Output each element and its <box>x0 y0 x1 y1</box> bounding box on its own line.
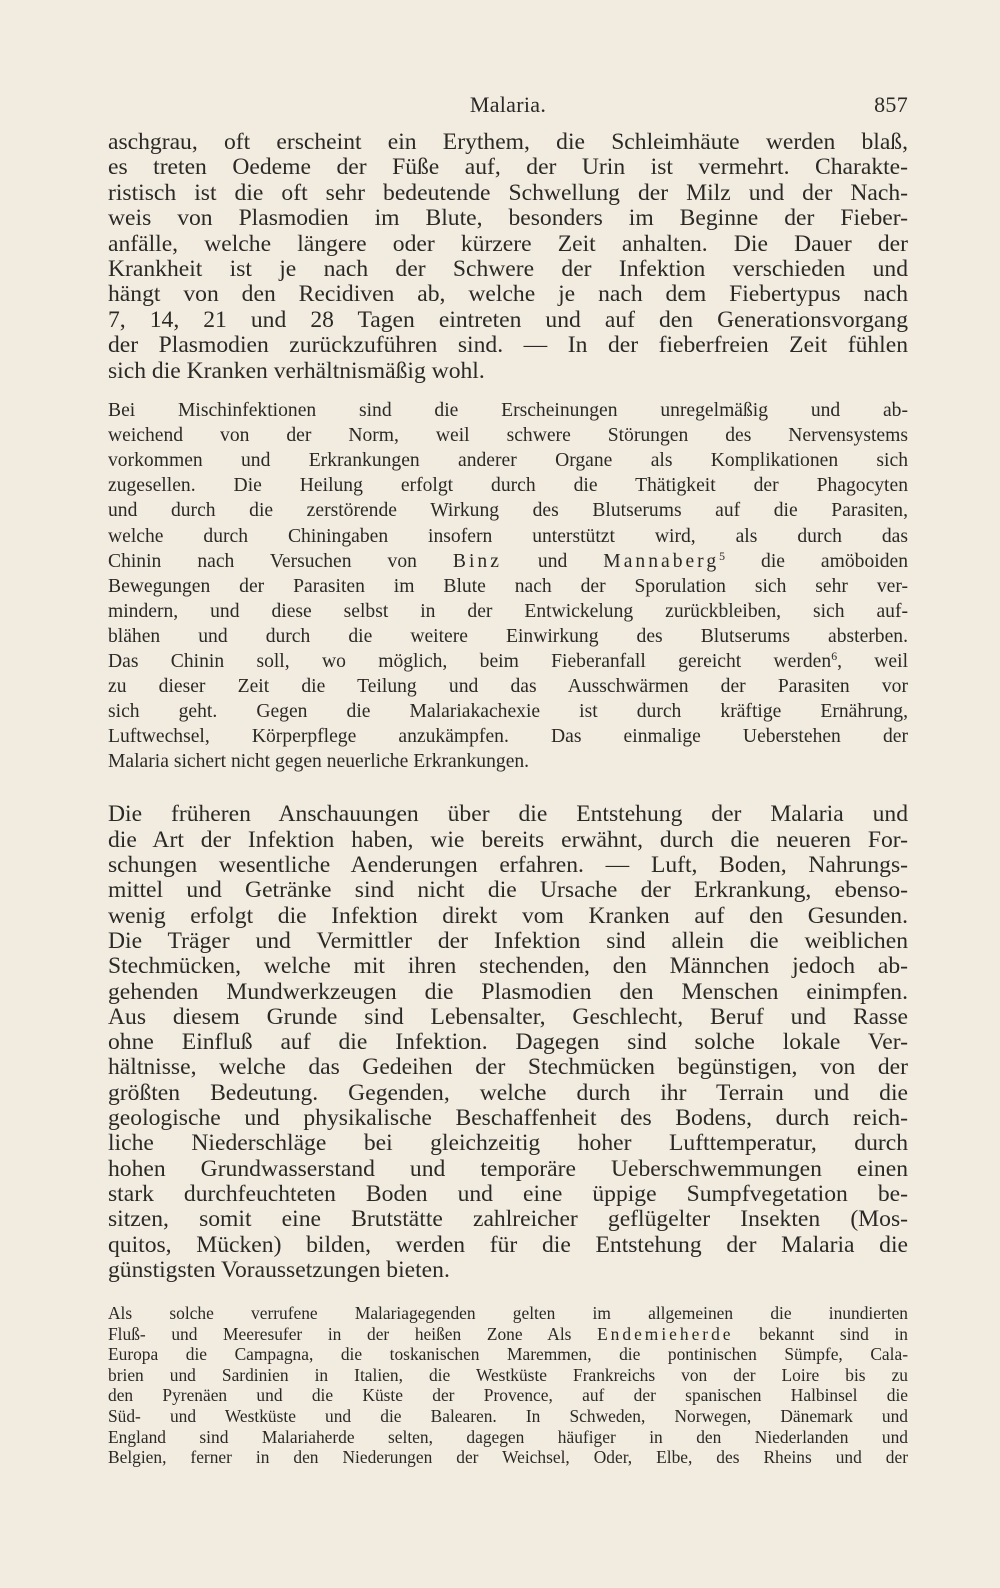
text-line: welche durch Chiningaben insofern unterstützt wird, als durch das <box>108 525 908 547</box>
text-line: Europa die Campagna, die toskanischen Maremmen, die pontinischen Sümpfe, Cala- <box>108 1344 908 1365</box>
text-segment: , weil <box>837 651 909 672</box>
text-line: ohne Einfluß auf die Infektion. Dagegen sind solche lokale Ver- <box>108 1029 908 1056</box>
text-line: schungen wesentliche Aenderungen erfahren. — Luft, Boden, Nahrungs- <box>108 852 908 879</box>
paragraph-malaria-regions <box>108 1303 908 1468</box>
text-line <box>108 649 908 674</box>
text-line: sich die Kranken verhältnismäßig wohl. <box>108 357 485 384</box>
text-line: stark durchfeuchteten Boden und eine üppige Sumpfvegetation be- <box>108 1180 908 1207</box>
text-line: mindern, und diese selbst in der Entwickelung zurückbleiben, sich auf- <box>108 600 908 622</box>
text-line: Bewegungen der Parasiten im Blute nach der Sporulation sich sehr ver- <box>108 575 908 597</box>
text-line: weis von Plasmodien im Blute, besonders im Beginne der Fieber- <box>108 205 908 232</box>
author-name-mannaberg: Mannaberg <box>603 550 720 572</box>
paragraph-infection-origin <box>108 802 908 1283</box>
paragraph-symptoms <box>108 130 908 384</box>
text-line: Süd- und Westküste und die Balearen. In Schweden, Norwegen, Dänemark und <box>108 1406 908 1427</box>
text-line: weichend von der Norm, weil schwere Störungen des Nervensystems <box>108 425 908 447</box>
text-line: sich geht. Gegen die Malariakachexie ist durch kräftige Ernährung, <box>108 701 908 723</box>
text-line: geologische und physikalische Beschaffenheit des Bodens, durch reich- <box>108 1105 908 1132</box>
text-line: wenig erfolgt die Infektion direkt vom Kranken auf den Gesunden. <box>108 902 908 929</box>
term-endemieherde: Endemieherde <box>597 1323 734 1344</box>
text-segment: Das Chinin soll, wo möglich, beim Fieberanfall gereicht werden <box>108 651 832 672</box>
book-page <box>108 88 908 1468</box>
text-line: Stechmücken, welche mit ihren stechenden, den Männchen jedoch ab- <box>108 953 908 980</box>
text-line: hängt von den Recidiven ab, welche je nach dem Fiebertypus nach <box>108 281 908 308</box>
text-line: ristisch ist die oft sehr bedeutende Schwellung der Milz und der Nach- <box>108 179 908 206</box>
running-head <box>108 88 908 122</box>
text-line: mittel und Getränke sind nicht die Ursache der Erkrankung, ebenso- <box>108 877 908 904</box>
text-line <box>108 549 908 574</box>
text-line: Malaria sichert nicht gegen neuerliche Erkrankungen. <box>108 751 530 773</box>
text-line: den Pyrenäen und die Küste der Provence, auf der spanischen Halbinsel die <box>108 1385 908 1406</box>
text-line: Bei Mischinfektionen sind die Erscheinungen unregelmäßig und ab- <box>108 400 908 422</box>
text-line: 7, 14, 21 und 28 Tagen eintreten und auf den Generationsvorgang <box>108 306 908 333</box>
running-head-title: Malaria. <box>469 92 547 117</box>
text-line: vorkommen und Erkrankungen anderer Organe als Komplikationen sich <box>108 450 908 472</box>
text-segment: und <box>537 550 568 572</box>
text-line: sitzen, somit eine Brutstätte zahlreicher geflügelter Insekten (Mos- <box>108 1206 908 1233</box>
text-line <box>108 1324 908 1345</box>
text-line: liche Niederschläge bei gleichzeitig hoher Lufttemperatur, durch <box>108 1130 908 1157</box>
text-line: die Art der Infektion haben, wie bereits erwähnt, durch die neueren For- <box>108 826 908 853</box>
text-line: es treten Oedeme der Füße auf, der Urin ist vermehrt. Charakte- <box>108 154 908 181</box>
text-line: Die Träger und Vermittler der Infektion sind allein die weiblichen <box>108 927 908 954</box>
text-line: zugesellen. Die Heilung erfolgt durch die Thätigkeit der Phagocyten <box>108 475 908 497</box>
page-number: 857 <box>874 92 908 117</box>
text-line: größten Bedeutung. Gegenden, welche durch ihr Terrain und die <box>108 1079 908 1106</box>
text-line: hältnisse, welche das Gedeihen der Stechmücken begünstigen, von der <box>108 1054 908 1081</box>
text-line: Aus diesem Grunde sind Lebensalter, Geschlecht, Beruf und Rasse <box>108 1003 908 1030</box>
text-line: hohen Grundwasserstand und temporäre Ueberschwemmungen einen <box>108 1155 908 1182</box>
text-line: Die früheren Anschauungen über die Entstehung der Malaria und <box>108 801 908 828</box>
text-line: England sind Malariaherde selten, dagegen häufiger in den Niederlanden und <box>108 1426 908 1447</box>
text-line: anfälle, welche längere oder kürzere Zeit anhalten. Die Dauer der <box>108 230 908 257</box>
text-line: Belgien, ferner in den Niederungen der Weichsel, Oder, Elbe, des Rheins und der <box>108 1447 908 1468</box>
text-line: Krankheit ist je nach der Schwere der Infektion verschieden und <box>108 256 908 283</box>
footnote-ref: 5 <box>719 549 726 563</box>
author-name-binz: Binz <box>452 550 502 572</box>
text-segment: bekannt sind in <box>759 1323 908 1344</box>
text-line: brien und Sardinien in Italien, die Westküste Frankreichs von der Loire bis zu <box>108 1364 908 1385</box>
text-line: Als solche verrufene Malariagegenden gelten im allgemeinen die inundierten <box>108 1303 908 1324</box>
text-segment: Fluß- und Meeresufer in der heißen Zone Als <box>108 1323 572 1344</box>
footnote-ref: 6 <box>831 649 838 663</box>
text-segment: Chinin nach Versuchen von <box>108 550 417 572</box>
text-line: zu dieser Zeit die Teilung und das Ausschwärmen der Parasiten vor <box>108 676 908 698</box>
text-segment: die amöboiden <box>761 550 908 572</box>
text-line: gehenden Mundwerkzeugen die Plasmodien den Menschen einimpfen. <box>108 978 908 1005</box>
text-line: der Plasmodien zurückzuführen sind. — In der fieberfreien Zeit fühlen <box>108 332 908 359</box>
text-line: günstigsten Voraussetzungen bieten. <box>108 1256 450 1283</box>
text-line: blähen und durch die weitere Einwirkung des Blutserums absterben. <box>108 625 908 647</box>
text-line: quitos, Mücken) bilden, werden für die Entstehung der Malaria die <box>108 1231 908 1258</box>
text-line: Luftwechsel, Körperpflege anzukämpfen. Das einmalige Ueberstehen der <box>108 726 908 748</box>
text-line: und durch die zerstörende Wirkung des Blutserums auf die Parasiten, <box>108 500 908 522</box>
paragraph-mixed-infections <box>108 398 908 774</box>
text-line: aschgrau, oft erscheint ein Erythem, die Schleimhäute werden blaß, <box>108 129 908 155</box>
